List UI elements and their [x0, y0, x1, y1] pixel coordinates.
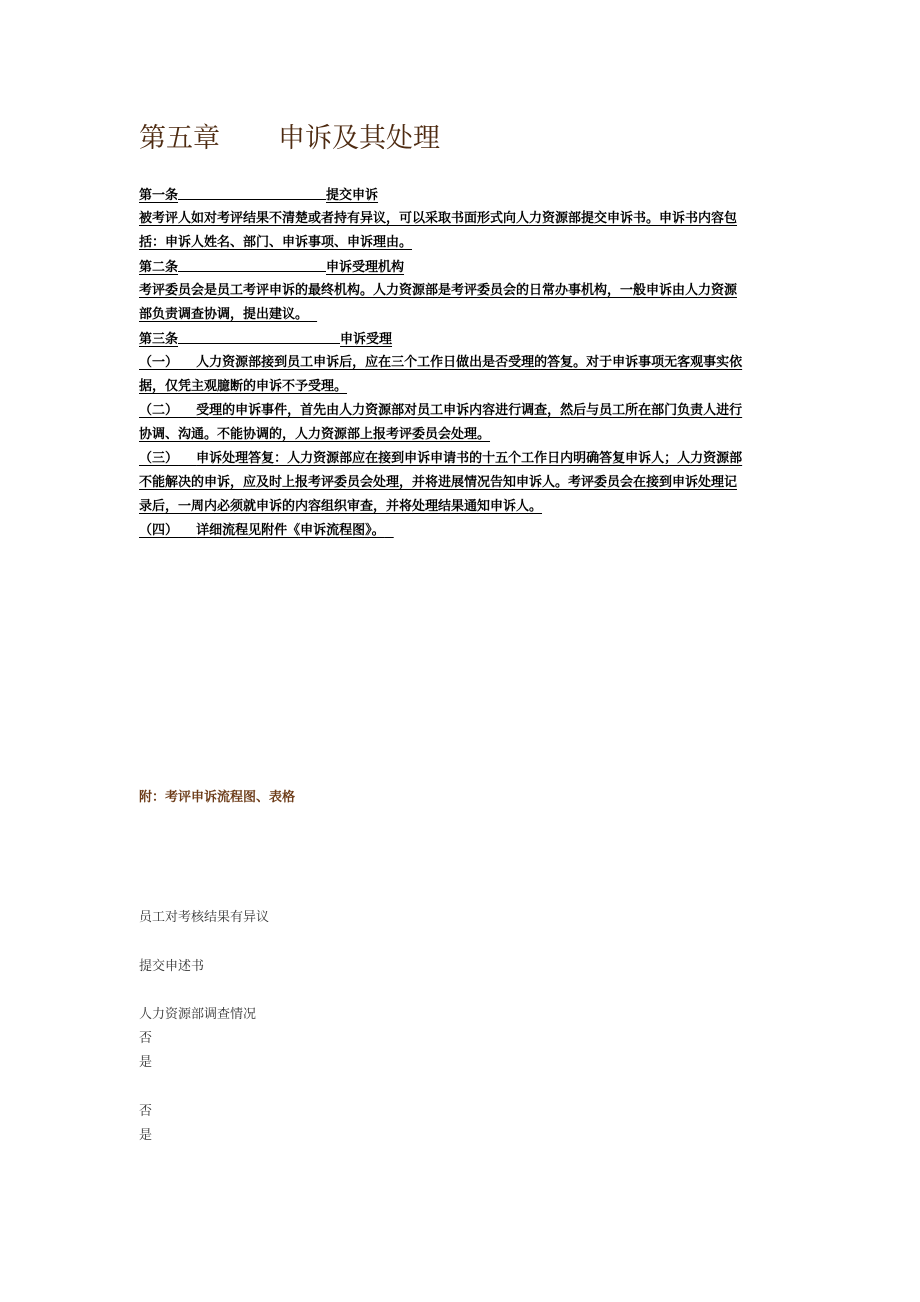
article-2-line-1: 考评委员会是员工考评申诉的最终机构。人力资源部是考评委员会的日常办事机构，一般申诉由人力资源: [139, 283, 738, 298]
flow-step-investigate: 人力资源部调查情况: [139, 1007, 257, 1022]
article-name: 申诉受理机构: [326, 260, 405, 275]
article-name: 申诉受理: [340, 332, 393, 347]
item-marker: （四）: [139, 523, 179, 538]
flow-label-no: 否: [139, 1031, 153, 1046]
item-marker: （一）: [139, 355, 179, 370]
article-3-heading: [139, 327, 781, 351]
article-number: 第二条: [139, 260, 179, 275]
item-1-line-1: （一） 人力资源部接到员工申诉后，应在三个工作日做出是否受理的答复。对于申诉事项无客观事实依: [139, 355, 743, 370]
article-name: 提交申诉: [326, 188, 379, 203]
article-1-heading: [139, 183, 781, 207]
article-2-heading: [139, 255, 781, 279]
chapter-title: [139, 116, 440, 155]
item-3-line-1: （三） 申诉处理答复：人力资源部应在接到申诉申请书的十五个工作日内明确答复申诉人；人力资源部: [139, 451, 743, 466]
item-1-line-2: 据，仅凭主观臆断的申诉不予受理。: [139, 379, 348, 394]
flow-label-yes: 是: [139, 1055, 153, 1070]
item-2-line-2: 协调、沟通。不能协调的，人力资源部上报考评委员会处理。: [139, 427, 491, 442]
article-1-line-1: 被考评人如对考评结果不清楚或者持有异议，可以采取书面形式向人力资源部提交申诉书。申诉书内容包: [139, 211, 738, 226]
flow-step-submit: 提交申述书: [139, 959, 205, 974]
appendix-heading: 附：考评申诉流程图、表格: [139, 790, 296, 805]
item-3-line-2: 不能解决的申诉，应及时上报考评委员会处理，并将进展情况告知申诉人。考评委员会在接到申诉处理记: [139, 475, 738, 490]
article-number: 第一条: [139, 188, 179, 203]
item-2-line-1: （二） 受理的申诉事件，首先由人力资源部对员工申诉内容进行调查，然后与员工所在部门负责人进行: [139, 403, 743, 418]
item-marker: （二）: [139, 403, 179, 418]
flow-label-yes: 是: [139, 1128, 153, 1143]
flow-label-no: 否: [139, 1104, 153, 1119]
item-marker: （三）: [139, 451, 179, 466]
chapter-number: 第五章: [139, 123, 220, 154]
flow-step-objection: 员工对考核结果有异议: [139, 910, 270, 925]
item-3-line-3: 录后，一周内必须就申诉的内容组织审查，并将处理结果通知申诉人。: [139, 499, 543, 514]
chapter-name: 申诉及其处理: [278, 123, 440, 154]
item-4-line-1: （四） 详细流程见附件《申诉流程图》。: [139, 523, 385, 538]
article-2-line-2: 部负责调查协调，提出建议。: [139, 307, 309, 322]
chapter-body: [139, 183, 781, 543]
article-1-line-2: 括：申诉人姓名、部门、申诉事项、申诉理由。: [139, 235, 413, 250]
article-number: 第三条: [139, 332, 179, 347]
